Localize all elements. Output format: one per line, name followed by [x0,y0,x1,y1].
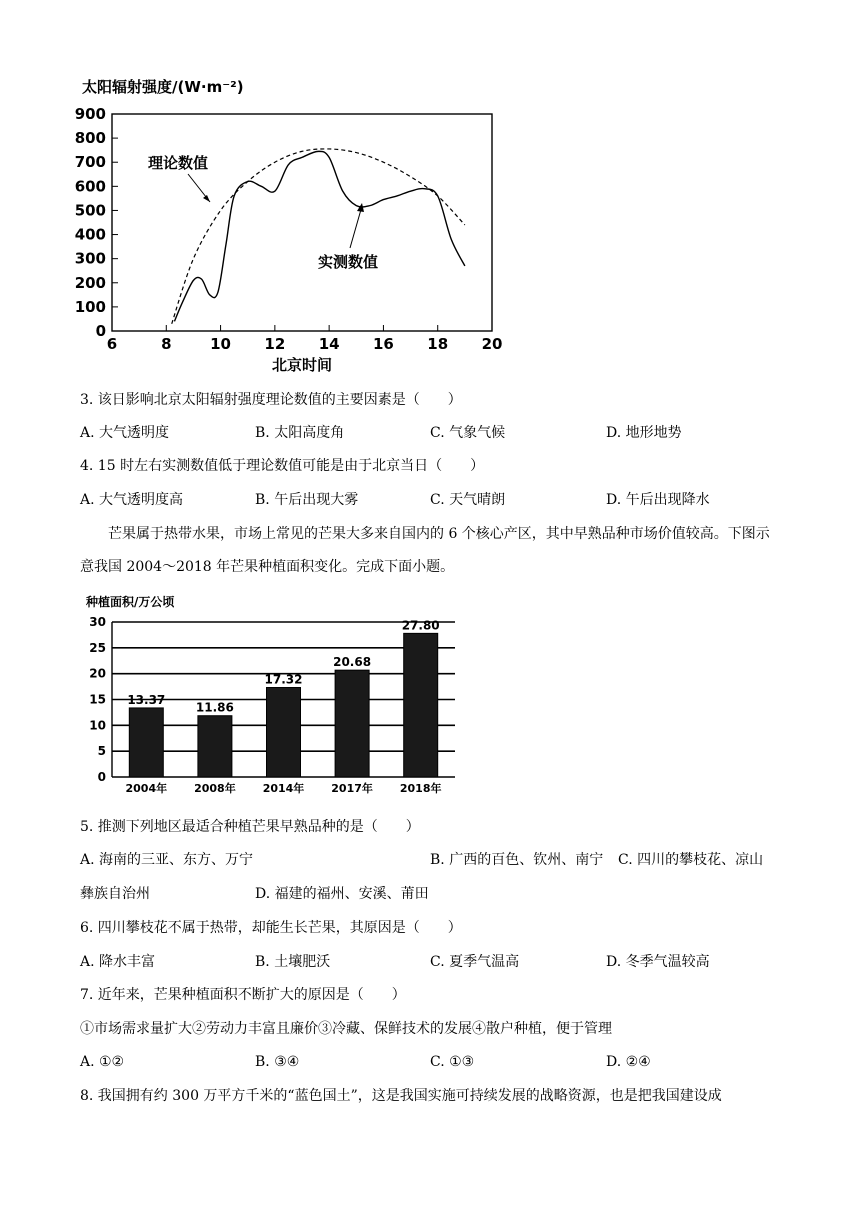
question-5-stem: 5. 推测下列地区最适合种植芒果早熟品种的是（ ） [80,819,420,835]
chart1-x-tick-label: 8 [161,335,172,353]
chart1-y-tick-label: 100 [74,297,106,316]
theory-value-label: 理论数值 [148,154,209,172]
q5-option-d[interactable]: D. 福建的福州、安溪、莆田 [255,886,429,902]
chart2-y-tick-label: 10 [89,718,106,733]
q5-option-c[interactable]: C. 四川的攀枝花、凉山 [618,852,764,868]
q7-option-b[interactable]: B. ③④ [255,1054,300,1070]
chart2-y-tick-label: 5 [97,744,106,759]
solar-radiation-chart [60,70,520,380]
chart1-y-tick-label: 200 [74,273,106,292]
q7-statements: ①市场需求量扩大②劳动力丰富且廉价③冷藏、保鲜技术的发展④散户种植，便于管理 [80,1021,612,1037]
q5-option-b[interactable]: B. 广西的百色、钦州、南宁 [430,852,604,868]
chart2-value-label: 27.80 [401,618,440,633]
chart1-y-tick-label: 900 [74,105,106,123]
chart2-bar [267,688,301,777]
chart2-bar [335,670,369,777]
chart2-y-tick-label: 25 [89,640,106,655]
chart1-title: 太阳辐射强度/(W·m⁻²) [82,78,244,96]
q6-option-b[interactable]: B. 土壤肥沃 [255,954,331,970]
theory-arrow-head [203,195,210,202]
q5-option-a[interactable]: A. 海南的三亚、东方、万宁 [80,852,254,868]
chart2-y-ticks [89,615,106,784]
chart1-x-tick-label: 20 [481,335,503,353]
question-3-stem: 3. 该日影响北京太阳辐射强度理论数值的主要因素是（ ） [80,392,462,408]
chart1-frame [112,114,492,331]
question-7-stem: 7. 近年来，芒果种植面积不断扩大的原因是（ ） [80,987,406,1003]
q7-option-d[interactable]: D. ②④ [606,1054,651,1070]
chart1-x-tick-label: 10 [210,335,232,353]
chart2-bar [129,708,163,777]
q4-option-b[interactable]: B. 午后出现大雾 [255,492,359,508]
measured-value-label: 实测数值 [318,253,379,271]
chart1-x-tick-label: 16 [372,335,394,353]
chart2-value-label: 17.32 [264,672,303,687]
chart2-title: 种植面积/万公顷 [86,595,175,609]
chart1-axes [112,114,492,331]
measured-arrow [350,206,362,248]
measured-arrow-head [357,203,364,212]
q7-option-c[interactable]: C. ①③ [430,1054,475,1070]
q6-option-c[interactable]: C. 夏季气温高 [430,954,520,970]
chart2-value-label: 20.68 [333,655,372,670]
q7-option-a[interactable]: A. ①② [80,1054,125,1070]
chart2-bar [198,716,232,777]
chart1-x-tick-label: 14 [318,335,340,353]
chart2-category-label: 2004年 [125,782,168,795]
chart2-y-tick-label: 0 [97,770,106,784]
chart1-y-tick-label: 700 [74,153,106,172]
chart2-category-label: 2017年 [331,782,373,795]
chart2-value-label: 11.86 [195,700,234,715]
chart1-x-ticks [107,325,503,353]
q3-option-a[interactable]: A. 大气透明度 [80,425,170,441]
chart2-y-tick-label: 20 [89,666,106,681]
measured-value-line [174,151,464,321]
q4-option-c[interactable]: C. 天气晴朗 [430,492,506,508]
q6-option-a[interactable]: A. 降水丰富 [80,954,156,970]
chart2-bar [404,633,438,777]
q3-option-b[interactable]: B. 太阳高度角 [255,425,345,441]
chart1-y-tick-label: 300 [74,249,106,268]
chart2-category-label: 2018年 [399,782,442,795]
q5-option-c-continued[interactable]: 彝族自治州 [80,886,150,902]
chart1-y-tick-label: 500 [74,201,106,220]
chart2-category-label: 2014年 [262,782,305,795]
chart1-y-tick-label: 400 [74,225,106,244]
q4-option-d[interactable]: D. 午后出现降水 [606,492,710,508]
chart1-x-tick-label: 12 [264,335,286,353]
chart1-x-tick-label: 18 [427,335,449,353]
q4-option-a[interactable]: A. 大气透明度高 [80,492,184,508]
question-4-stem: 4. 15 时左右实测数值低于理论数值可能是由于北京当日（ ） [80,458,485,474]
chart2-category-label: 2008年 [194,782,236,795]
chart2-y-tick-label: 30 [89,615,106,629]
q6-option-d[interactable]: D. 冬季气温较高 [606,954,710,970]
q3-option-d[interactable]: D. 地形地势 [606,425,682,441]
question-6-stem: 6. 四川攀枝花不属于热带，却能生长芒果，其原因是（ ） [80,920,462,936]
mango-area-bar-chart [80,590,470,805]
question-8-stem: 8. 我国拥有约 300 万平方千米的“蓝色国土”，这是我国实施可持续发展的战略资源，也是把我国建设成 [80,1088,722,1104]
chart1-x-label: 北京时间 [271,356,333,374]
mango-intro-paragraph: 芒果属于热带水果，市场上常见的芒果大多来自国内的 6 个核心产区，其中早熟品种市场价值较高。下图示意我国 2004～2018 年芒果种植面积变化。完成下面小题。 [80,526,770,575]
q3-option-c[interactable]: C. 气象气候 [430,425,506,441]
chart2-bars [125,618,441,795]
chart1-y-tick-label: 0 [95,322,106,340]
chart2-y-tick-label: 15 [89,692,106,707]
chart1-x-tick-label: 6 [106,335,118,353]
chart2-value-label: 13.37 [127,692,166,707]
chart1-y-tick-label: 800 [74,129,106,148]
chart1-y-tick-label: 600 [74,177,106,196]
